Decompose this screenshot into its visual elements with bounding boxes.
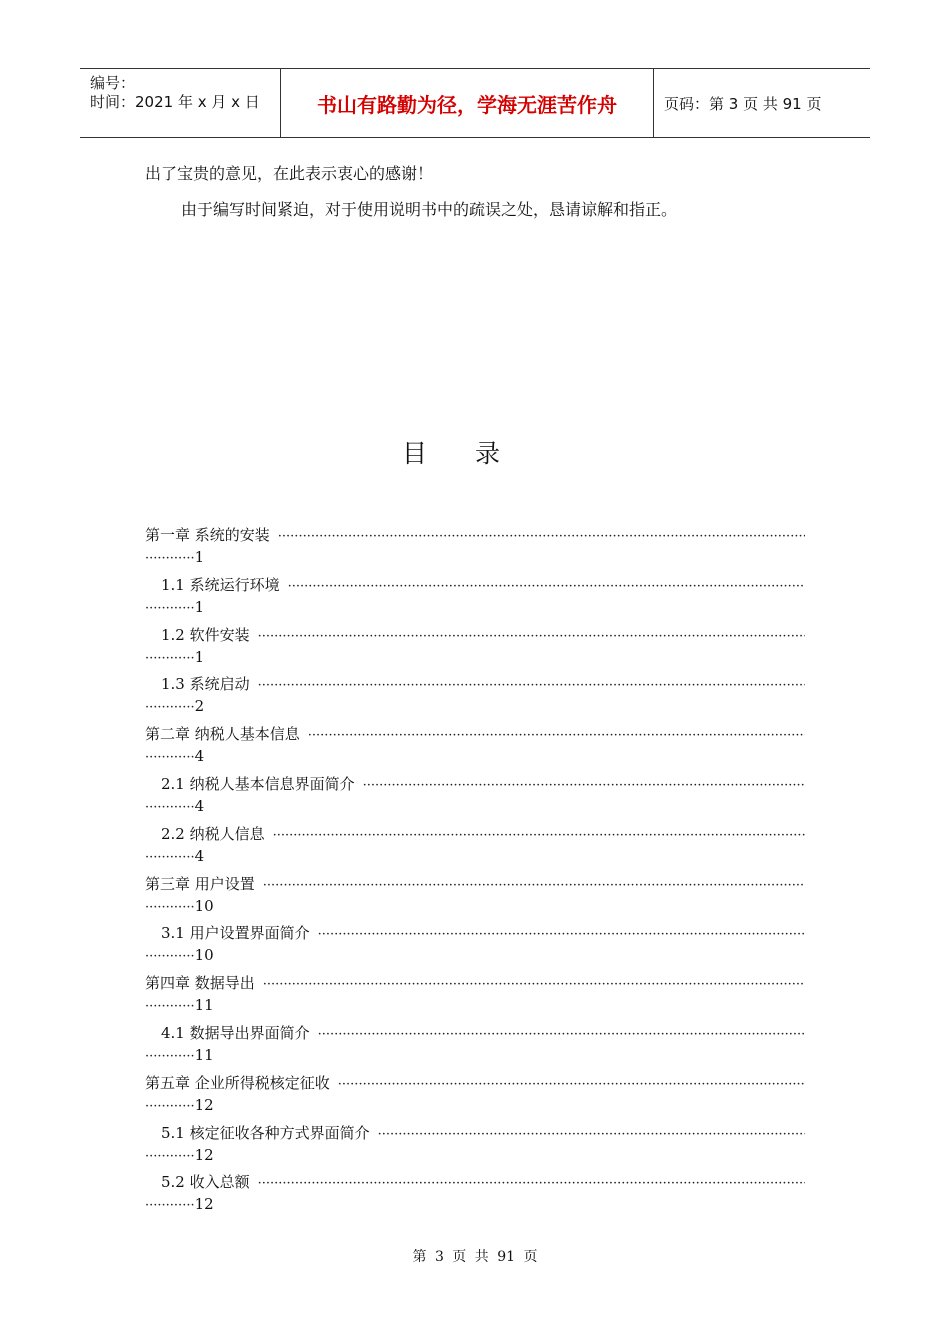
toc-entry-page: 11 (194, 996, 214, 1015)
header-page-info: 页码：第 3 页 共 91 页 (664, 94, 822, 113)
toc-leader (258, 1176, 805, 1191)
toc-entry-text: 第五章 企业所得税核定征收 (145, 1073, 330, 1092)
toc-leader-2: ············ (145, 1148, 195, 1164)
toc-leader (288, 579, 805, 594)
toc-entry-text: 1.3 系统启动 (161, 675, 250, 694)
toc-entry-page: 2 (194, 697, 205, 716)
toc-entry-page: 10 (194, 896, 214, 915)
toc-entry[interactable] (145, 1122, 805, 1172)
toc-entry-text: 2.1 纳税人基本信息界面简介 (161, 774, 355, 793)
toc-entry[interactable] (145, 873, 805, 923)
page-footer: 第 3 页 共 91 页 (412, 1249, 538, 1265)
toc-leader (318, 1027, 805, 1042)
toc-entry-page: 1 (194, 597, 205, 616)
toc-leader-2: ············ (145, 999, 195, 1015)
toc-entry-text: 2.2 纳税人信息 (161, 824, 265, 843)
toc-leader (378, 1127, 805, 1142)
toc-entry-page: 4 (194, 846, 205, 865)
time-label: 时间：2021 年 x 月 x 日 (90, 93, 260, 111)
toc-leader (263, 878, 805, 893)
table-of-contents (145, 524, 805, 1221)
toc-entry[interactable] (145, 524, 805, 574)
toc-leader (318, 927, 805, 942)
toc-entry[interactable] (145, 1072, 805, 1122)
toc-entry-text: 5.2 收入总额 (161, 1173, 250, 1192)
number-label: 编号： (90, 74, 136, 92)
toc-entry-text: 1.2 软件安装 (161, 625, 250, 644)
toc-leader-2: ············ (145, 799, 195, 815)
toc-entry[interactable] (145, 723, 805, 773)
toc-entry-page: 4 (194, 747, 205, 766)
toc-entry-text: 4.1 数据导出界面简介 (161, 1023, 310, 1042)
toc-entry[interactable] (145, 823, 805, 873)
toc-entry[interactable] (145, 574, 805, 624)
toc-leader (263, 977, 805, 992)
toc-entry[interactable] (145, 773, 805, 823)
toc-entry-page: 4 (194, 796, 205, 815)
toc-entry[interactable] (145, 972, 805, 1022)
document-header (80, 68, 870, 138)
toc-entry[interactable] (145, 1171, 805, 1221)
toc-entry-page: 12 (194, 1145, 214, 1164)
paragraph-1: 出了宝贵的意见，在此表示衷心的感谢！ (145, 164, 434, 183)
toc-entry-page: 1 (194, 548, 205, 566)
header-motto: 书山有路勤为径，学海无涯苦作舟 (281, 69, 654, 137)
toc-leader (258, 678, 805, 693)
toc-entry-page: 1 (194, 647, 205, 666)
toc-entry-text: 1.1 系统运行环境 (161, 575, 280, 594)
toc-entry-text: 5.1 核定征收各种方式界面简介 (161, 1123, 370, 1142)
toc-entry[interactable] (145, 922, 805, 972)
toc-entry-text: 3.1 用户设置界面简介 (161, 924, 310, 943)
toc-leader (273, 828, 805, 843)
toc-entry-text: 第一章 系统的安装 (145, 526, 270, 544)
toc-leader (338, 1077, 805, 1092)
toc-leader (363, 778, 805, 793)
toc-leader-2: ············ (145, 750, 195, 766)
toc-entry[interactable] (145, 624, 805, 674)
toc-leader (308, 728, 805, 743)
paragraph-2: 由于编写时间紧迫，对于使用说明书中的疏误之处，恳请谅解和指正。 (181, 200, 678, 219)
toc-leader (258, 629, 805, 644)
toc-entry-page: 12 (194, 1195, 214, 1214)
toc-leader-2: ············ (145, 849, 195, 865)
toc-entry-page: 10 (194, 946, 214, 965)
toc-entry-page: 12 (194, 1095, 214, 1114)
header-meta-cell (80, 69, 281, 137)
toc-entry-page: 11 (194, 1045, 214, 1064)
toc-entry[interactable] (145, 1022, 805, 1072)
toc-leader-2: ············ (145, 650, 195, 666)
toc-entry-text: 第四章 数据导出 (145, 974, 255, 993)
toc-entry[interactable] (145, 673, 805, 723)
toc-leader-2: ············ (145, 551, 195, 566)
toc-entry-text: 第二章 纳税人基本信息 (145, 725, 300, 744)
toc-leader-2: ············ (145, 1198, 195, 1214)
toc-leader-2: ············ (145, 600, 195, 616)
toc-leader (278, 529, 805, 544)
toc-entry-text: 第三章 用户设置 (145, 874, 255, 893)
toc-title: 目录 (401, 439, 548, 468)
toc-leader-2: ············ (145, 949, 195, 965)
toc-leader-2: ············ (145, 899, 195, 915)
toc-leader-2: ············ (145, 1098, 195, 1114)
toc-leader-2: ············ (145, 700, 195, 716)
toc-leader-2: ············ (145, 1048, 195, 1064)
